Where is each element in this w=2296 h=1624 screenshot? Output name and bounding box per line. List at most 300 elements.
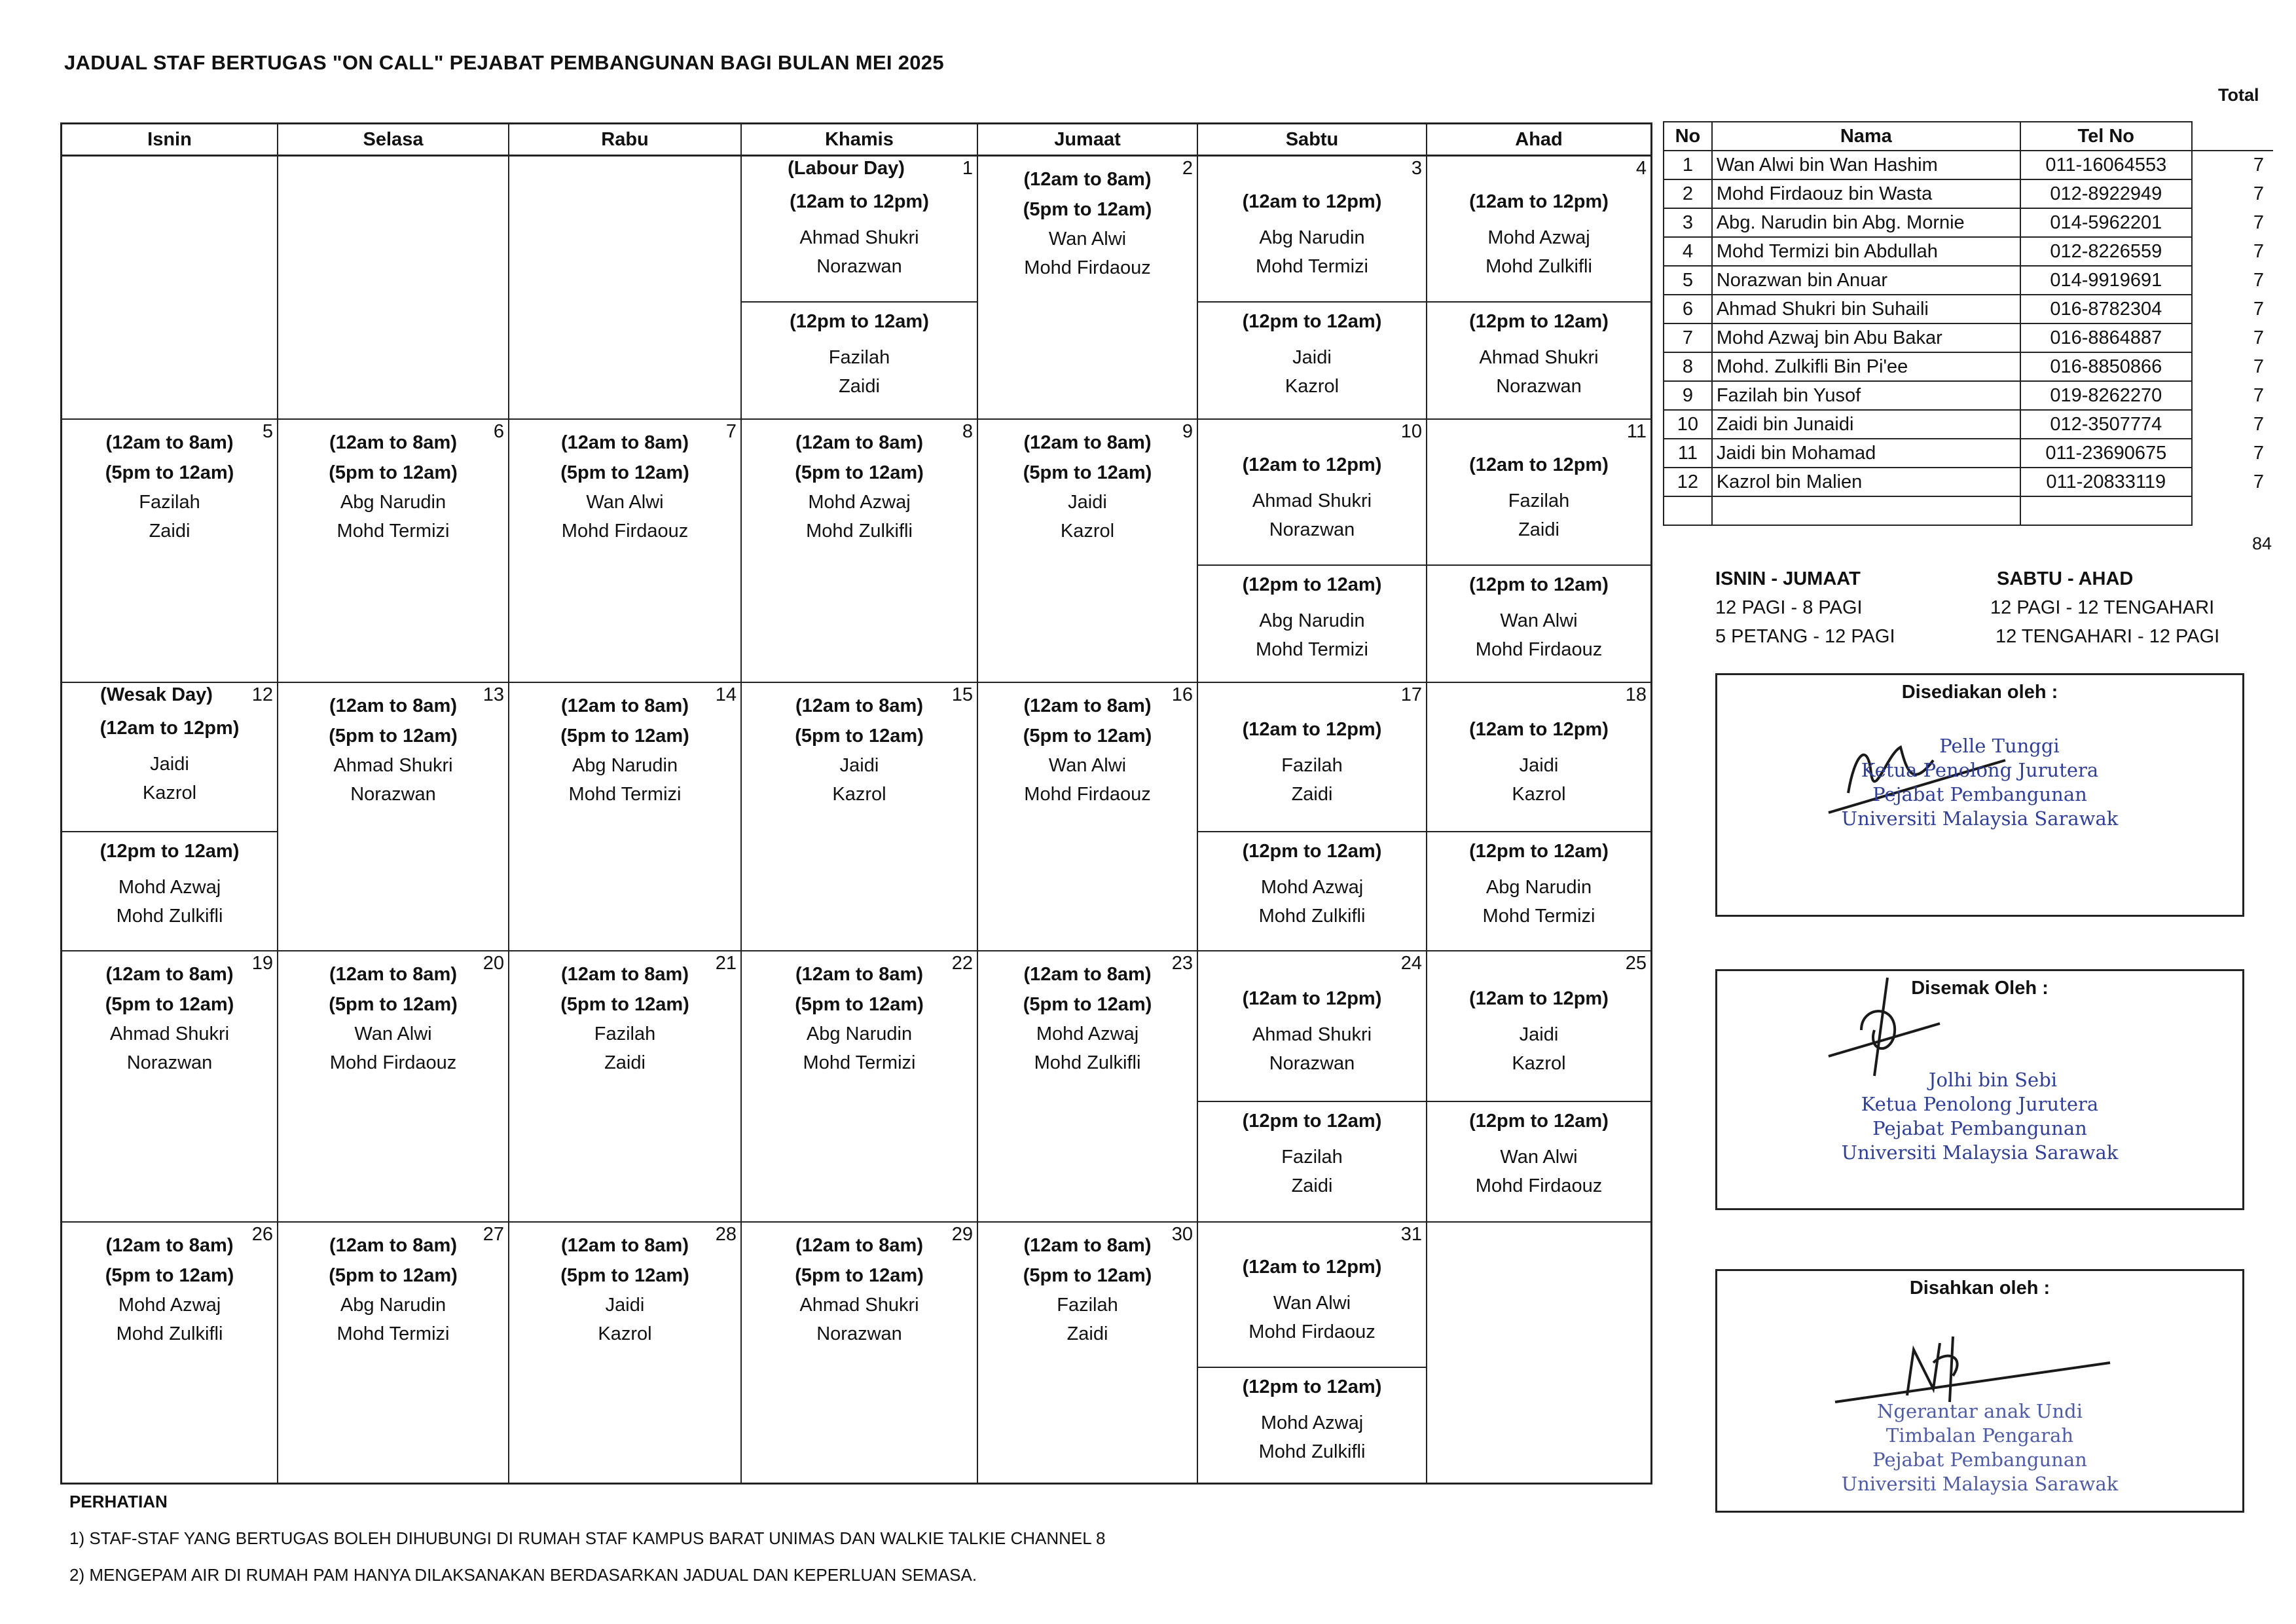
staff-name: Kazrol [1512,784,1566,805]
calendar-grid [60,122,1652,1485]
day-cell-ahad [1427,951,1650,1221]
staff-row [1664,295,2273,323]
staff-total: 7 [2192,381,2273,410]
day-header-rabu: Rabu [509,124,742,155]
shift-time: (5pm to 12am) [560,994,689,1015]
day-cell-rabu [509,1223,742,1485]
weekday-shift-2: 5 PETANG - 12 PAGI [1715,626,1895,647]
shift-time: (5pm to 12am) [1023,1265,1152,1286]
duty-segment [742,1230,977,1348]
staff-name: Wan Alwi [1048,755,1127,776]
weekend-shift-2: 12 TENGAHARI - 12 PAGI [1995,626,2220,647]
staff-name: Wan Alwi [1500,1147,1578,1168]
staff-total: 7 [2192,295,2273,323]
day-number: 19 [251,953,273,974]
day-header-ahad: Ahad [1515,128,1563,150]
staff-phone: 019-8262270 [2020,381,2192,410]
shift-time: (12am to 12pm) [790,191,929,212]
day-header-sabtu: Sabtu [1198,124,1427,155]
prepared-by-stamp [1717,734,2242,831]
checked-by-position: Ketua Penolong Jurutera [1861,1093,2099,1115]
day-number: 15 [951,684,973,705]
staff-name: Mohd Termizi [568,784,682,805]
staff-no: 10 [1664,410,1712,439]
approved-by-office: Pejabat Pembangunan [1872,1449,2087,1471]
staff-name: Norazwan [1269,519,1355,540]
checked-by-name: Jolhi bin Sebi [1928,1069,2058,1091]
shift-time: (5pm to 12am) [329,726,458,747]
day-cell-sabtu [1198,683,1427,950]
staff-col-nama: Nama [1712,122,2020,151]
staff-no: 8 [1664,352,1712,381]
day-number: 18 [1625,684,1647,705]
shift-time: (5pm to 12am) [329,994,458,1015]
staff-name: Mohd Azwaj [118,1295,221,1316]
shift-time: (5pm to 12am) [329,1265,458,1286]
shift-time: (12am to 8am) [560,1235,689,1256]
staff-row [1664,496,2273,525]
shift-time: (12pm to 12am) [100,841,240,862]
shift-time: (12am to 8am) [795,1235,923,1256]
shift-time: (12am to 8am) [1023,695,1152,716]
staff-name: Mohd Firdaouz [1024,784,1151,805]
weekend-shifts [1990,564,2219,651]
shift-time: (12pm to 12am) [1469,574,1609,595]
staff-name-full: Mohd Azwaj bin Abu Bakar [1712,323,2020,352]
staff-row [1664,208,2273,237]
staff-name: Mohd Zulkifli [1258,1441,1366,1462]
day-header-jumaat: Jumaat [978,124,1198,155]
staff-no: 3 [1664,208,1712,237]
day-cell-selasa [278,1223,509,1485]
checked-by-box [1715,969,2244,1210]
staff-name: Fazilah [1281,1147,1343,1168]
shift-time: (12am to 12pm) [100,718,240,739]
staff-total: 7 [2192,266,2273,295]
staff-name: Norazwan [1496,376,1582,397]
day-number: 20 [483,953,504,974]
day-number: 11 [1626,421,1647,442]
week-row [62,420,1650,683]
shift-time: (12pm to 12am) [1242,311,1382,332]
staff-name: Mohd Zulkifli [116,1323,223,1344]
duty-segment [62,1230,277,1348]
day-number: 27 [483,1224,504,1245]
weekday-shifts [1715,564,1895,651]
staff-phone: 014-9919691 [2020,266,2192,295]
weekday-shift-1: 12 PAGI - 8 PAGI [1715,597,1863,618]
day-number: 23 [1171,953,1193,974]
staff-name: Mohd Zulkifli [1258,906,1366,927]
shift-time: (5pm to 12am) [1023,994,1152,1015]
duty-segment [1427,301,1650,418]
staff-no [1664,496,1712,525]
staff-name: Norazwan [816,1323,902,1344]
duty-segment [978,428,1197,545]
shift-time: (12pm to 12am) [1469,841,1609,862]
duty-segment [1198,961,1426,1101]
staff-name: Kazrol [832,784,886,805]
staff-no: 11 [1664,439,1712,468]
notes [69,1483,1105,1593]
staff-name: Mohd Zulkifli [1485,255,1592,277]
day-cell-rabu [509,951,742,1221]
day-cell-sabtu [1198,951,1427,1221]
day-number: 16 [1171,684,1193,705]
day-number: 12 [251,684,273,705]
staff-row [1664,179,2273,208]
shift-time: (12pm to 12am) [1242,841,1382,862]
staff-name: Jaidi [1292,347,1332,368]
staff-name: Mohd Firdaouz [1024,257,1151,278]
staff-total: 7 [2192,410,2273,439]
staff-no: 1 [1664,151,1712,179]
checked-by-signature [1815,971,1946,1082]
day-number: 17 [1400,684,1422,705]
week-row [62,157,1650,420]
duty-segment [1198,831,1426,950]
staff-name: Jaidi [605,1295,645,1316]
shift-time: (12am to 8am) [560,695,689,716]
day-cell-rabu [509,420,742,682]
day-cell-sabtu [1198,1223,1427,1485]
staff-name-full: Zaidi bin Junaidi [1712,410,2020,439]
duty-segment [742,959,977,1077]
staff-no: 4 [1664,237,1712,266]
staff-row [1664,410,2273,439]
staff-total: 7 [2192,468,2273,496]
checked-by-label: Disemak Oleh : [1911,978,2049,999]
shift-time: (5pm to 12am) [105,994,234,1015]
staff-table [1663,121,2273,526]
staff-name: Fazilah [1281,755,1343,776]
staff-name: Mohd Azwaj [118,877,221,898]
staff-name: Mohd Azwaj [808,492,911,513]
duty-segment [278,691,508,809]
shift-time: (12am to 12pm) [1469,988,1609,1009]
day-cell-khamis [742,157,978,418]
staff-name-full: Wan Alwi bin Wan Hashim [1712,151,2020,179]
weekend-title: SABTU - AHAD [1997,568,2134,589]
staff-name: Kazrol [1285,376,1339,397]
shift-time: (5pm to 12am) [795,462,924,483]
staff-name: Abg Narudin [340,492,446,513]
staff-name: Ahmad Shukri [109,1024,230,1044]
staff-total: 7 [2192,439,2273,468]
shift-time: (12am to 12pm) [1242,454,1382,475]
duty-segment [278,959,508,1077]
day-cell-rabu [509,157,742,418]
staff-name: Zaidi [604,1052,646,1073]
holiday-label: (Wesak Day) [100,684,213,705]
shift-time: (5pm to 12am) [1023,199,1152,220]
week-row [62,951,1650,1223]
duty-segment [62,831,277,950]
staff-name: Ahmad Shukri [799,1295,919,1316]
staff-name-full: Kazrol bin Malien [1712,468,2020,496]
day-cell-selasa [278,683,509,950]
day-cell-sabtu [1198,157,1427,418]
staff-row [1664,352,2273,381]
staff-table-header [1664,122,2273,151]
staff-name: Jaidi [1068,492,1107,513]
day-cell-jumaat [978,157,1198,418]
shift-time: (12pm to 12am) [790,311,929,332]
staff-phone: 016-8782304 [2020,295,2192,323]
shift-time: (12am to 8am) [795,432,923,453]
shift-time: (12am to 8am) [105,964,234,985]
staff-name: Abg Narudin [340,1295,446,1316]
duty-segment [1198,429,1426,564]
prepared-by-university: Universiti Malaysia Sarawak [1841,807,2119,830]
day-number: 7 [725,421,737,442]
staff-name: Abg Narudin [572,755,678,776]
duty-segment [509,428,740,545]
weekend-shift-1: 12 PAGI - 12 TENGAHARI [1990,597,2215,618]
staff-name: Wan Alwi [354,1024,432,1044]
prepared-by-name: Pelle Tunggi [1939,735,2060,757]
calendar-header [62,124,1650,157]
staff-phone: 012-8922949 [2020,179,2192,208]
day-cell-isnin [62,420,278,682]
staff-name: Fazilah [828,347,890,368]
day-number: 28 [715,1224,737,1245]
week-row [62,683,1650,951]
duty-segment [1427,692,1650,831]
shift-time: (12am to 12pm) [1242,719,1382,740]
staff-table-body [1664,151,2273,525]
duty-segment [509,691,740,809]
staff-phone: 016-8850866 [2020,352,2192,381]
staff-row [1664,323,2273,352]
shift-time: (12am to 8am) [329,432,457,453]
staff-name: Fazilah [1057,1295,1118,1316]
staff-name-full: Mohd. Zulkifli Bin Pi'ee [1712,352,2020,381]
staff-name: Mohd Azwaj [1036,1024,1139,1044]
staff-name: Norazwan [126,1052,213,1073]
day-number: 9 [1182,421,1193,442]
staff-no: 6 [1664,295,1712,323]
staff-phone: 011-16064553 [2020,151,2192,179]
prepared-by-box [1715,673,2244,917]
staff-phone: 011-23690675 [2020,439,2192,468]
weekday-title: ISNIN - JUMAAT [1715,568,1861,589]
staff-name-full: Norazwan bin Anuar [1712,266,2020,295]
duty-segment [978,164,1197,282]
day-cell-selasa [278,420,509,682]
duty-segment [742,691,977,809]
staff-name: Kazrol [1512,1053,1566,1074]
duty-segment [1427,831,1650,950]
staff-name: Abg Narudin [806,1024,913,1044]
shift-time: (12pm to 12am) [1242,574,1382,595]
checked-by-stamp [1717,1068,2242,1165]
day-cell-isnin [62,157,278,418]
staff-col-no: No [1664,122,1712,151]
staff-name: Norazwan [816,256,902,277]
staff-name: Zaidi [149,521,191,542]
duty-segment [1198,1101,1426,1221]
duty-segment [742,428,977,545]
staff-total: 7 [2192,237,2273,266]
staff-name: Mohd Firdaouz [561,521,689,542]
approved-by-stamp [1717,1399,2242,1496]
day-cell-isnin [62,1223,278,1485]
week-row [62,1223,1650,1485]
shift-time: (12pm to 12am) [1242,1376,1382,1397]
shift-time: (12am to 12pm) [1242,988,1382,1009]
day-cell-ahad [1427,1223,1650,1485]
staff-name: Mohd Termizi [337,521,450,542]
staff-no: 7 [1664,323,1712,352]
day-number: 2 [1182,158,1193,179]
shift-time: (5pm to 12am) [1023,726,1152,747]
shift-time: (12am to 8am) [1023,432,1152,453]
staff-name: Zaidi [1291,1175,1333,1196]
staff-name: Mohd Firdaouz [1248,1321,1376,1342]
staff-name: Mohd Termizi [803,1052,916,1073]
duty-segment [1427,1101,1650,1221]
grand-total: 84 [2252,534,2272,553]
staff-name: Norazwan [1269,1053,1355,1074]
note-2: 2) MENGEPAM AIR DI RUMAH PAM HANYA DILAKSANAKAN BERDASARKAN JADUAL DAN KEPERLUAN SEMASA. [69,1565,977,1585]
day-number: 6 [493,421,504,442]
day-number: 25 [1625,953,1647,974]
staff-phone: 011-20833119 [2020,468,2192,496]
duty-segment [1427,564,1650,682]
duty-segment [978,1230,1197,1348]
day-cell-jumaat [978,951,1198,1221]
staff-name: Fazilah [1508,490,1570,511]
staff-name: Kazrol [598,1323,652,1344]
duty-segment [1198,1367,1426,1485]
shift-time: (12am to 8am) [1023,1235,1152,1256]
staff-name-full: Ahmad Shukri bin Suhaili [1712,295,2020,323]
day-number: 22 [951,953,973,974]
staff-row [1664,439,2273,468]
staff-name: Jaidi [839,755,879,776]
staff-name: Mohd Firdaouz [1475,639,1603,660]
notes-heading: PERHATIAN [69,1492,168,1511]
staff-name: Mohd Azwaj [1260,877,1364,898]
day-number: 29 [951,1224,973,1245]
duty-segment [1427,166,1650,301]
day-number: 30 [1171,1224,1193,1245]
shift-time: (12am to 8am) [1023,169,1152,190]
staff-name: Wan Alwi [1500,610,1578,631]
day-cell-khamis [742,420,978,682]
staff-name: Wan Alwi [586,492,664,513]
staff-phone [2020,496,2192,525]
day-cell-isnin [62,683,278,950]
day-cell-ahad [1427,157,1650,418]
day-number: 8 [962,421,973,442]
staff-phone: 012-3507774 [2020,410,2192,439]
staff-name: Mohd Firdaouz [1475,1175,1603,1196]
duty-segment [1427,429,1650,564]
staff-name: Mohd Termizi [1256,639,1368,660]
staff-name: Abg Narudin [1485,877,1592,898]
shift-time: (12pm to 12am) [1242,1111,1382,1132]
staff-name: Zaidi [839,376,880,397]
shift-time: (12am to 12pm) [1469,719,1609,740]
staff-name: Zaidi [1518,519,1559,540]
day-cell-jumaat [978,1223,1198,1485]
day-number: 13 [483,684,504,705]
day-cell-khamis [742,1223,978,1485]
staff-name: Mohd Zulkifli [806,521,913,542]
staff-name: Kazrol [1060,521,1115,542]
duty-segment [1198,1232,1426,1367]
staff-total: 7 [2192,151,2273,179]
staff-col-total [2192,122,2273,151]
day-header-selasa: Selasa [278,124,509,155]
duty-segment [509,959,740,1077]
shift-time: (12am to 8am) [795,695,923,716]
day-number: 24 [1400,953,1422,974]
day-number: 3 [1411,158,1422,179]
staff-no: 2 [1664,179,1712,208]
staff-name: Fazilah [139,492,200,513]
staff-col-tel: Tel No [2020,122,2192,151]
staff-total [2192,496,2273,525]
approved-by-name: Ngerantar anak Undi [1877,1400,2083,1422]
note-1: 1) STAF-STAF YANG BERTUGAS BOLEH DIHUBUNGI DI RUMAH STAF KAMPUS BARAT UNIMAS DAN WALKIE TALKIE CHANNEL 8 [69,1528,1106,1548]
staff-name: Zaidi [1291,784,1333,805]
day-cell-khamis [742,683,978,950]
staff-name: Kazrol [142,783,197,803]
staff-no: 9 [1664,381,1712,410]
shift-time: (12am to 12pm) [1242,191,1382,212]
staff-name: Zaidi [1066,1323,1108,1344]
staff-name-full [1712,496,2020,525]
duty-segment [1198,564,1426,682]
day-number: 21 [715,953,737,974]
staff-name-full: Fazilah bin Yusof [1712,381,2020,410]
staff-name-full: Mohd Firdaouz bin Wasta [1712,179,2020,208]
staff-name: Ahmad Shukri [1479,347,1599,368]
staff-no: 5 [1664,266,1712,295]
staff-name: Mohd Azwaj [1260,1412,1364,1433]
shift-time: (5pm to 12am) [795,994,924,1015]
staff-name: Jaidi [1519,755,1559,776]
day-number: 5 [262,421,273,442]
prepared-by-office: Pejabat Pembangunan [1872,783,2087,805]
holiday-label: (Labour Day) [788,158,905,179]
approved-by-label: Disahkan oleh : [1909,1278,2050,1299]
staff-total: 7 [2192,323,2273,352]
staff-phone: 014-5962201 [2020,208,2192,237]
staff-name: Abg Narudin [1259,227,1365,248]
checked-by-office: Pejabat Pembangunan [1872,1117,2087,1139]
staff-name: Mohd Termizi [1256,255,1368,277]
staff-name-full: Jaidi bin Mohamad [1712,439,2020,468]
day-number: 31 [1400,1224,1422,1245]
day-cell-selasa [278,157,509,418]
shift-time: (12am to 12pm) [1469,454,1609,475]
prepared-by-position: Ketua Penolong Jurutera [1861,759,2099,781]
staff-name-full: Abg. Narudin bin Abg. Mornie [1712,208,2020,237]
duty-segment [62,428,277,545]
duty-segment [1198,301,1426,418]
shift-time: (12am to 8am) [560,432,689,453]
shift-time: (5pm to 12am) [1023,462,1152,483]
staff-name: Jaidi [1519,1024,1559,1045]
staff-name: Mohd Azwaj [1487,227,1590,248]
staff-phone: 012-8226559 [2020,237,2192,266]
shift-time: (12am to 8am) [560,964,689,985]
shift-time: (5pm to 12am) [795,726,924,747]
